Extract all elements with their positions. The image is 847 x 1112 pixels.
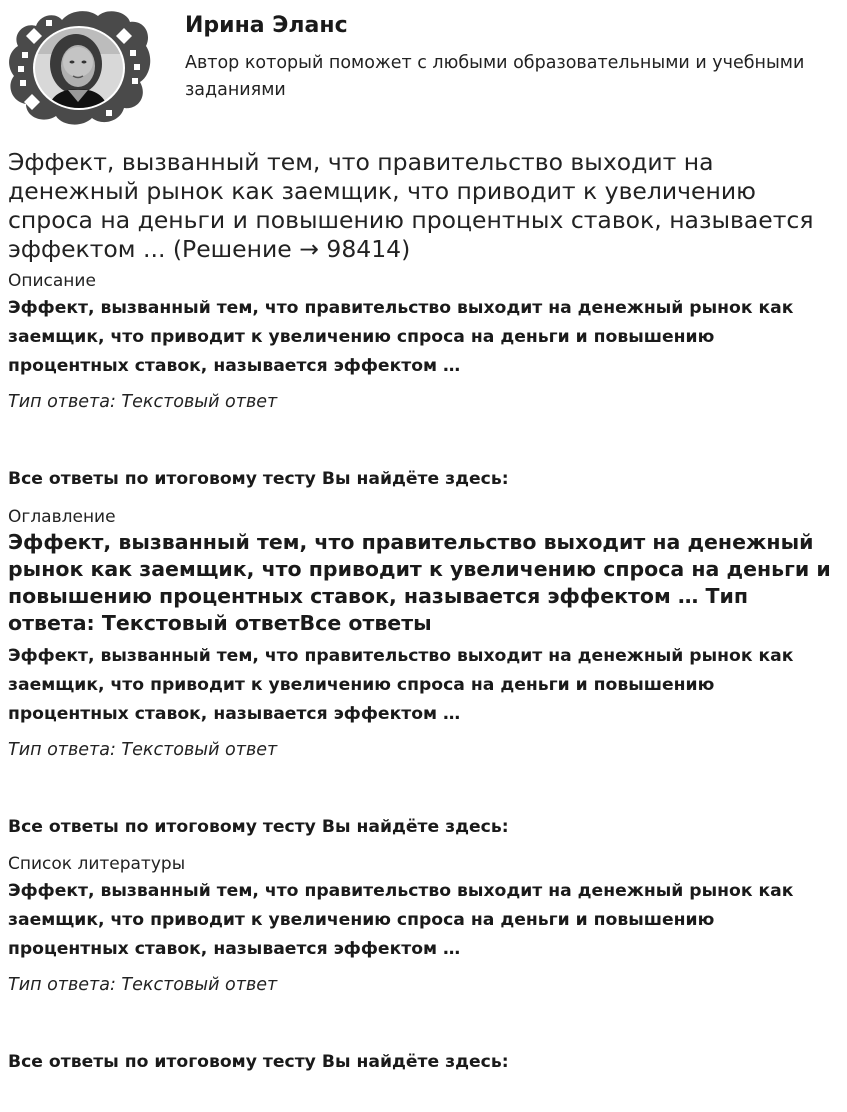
references-body: Эффект, вызванный тем, что правительство выходит на денежный рынок как заемщик, что приводит к увеличению спроса на деньги и повышению процентных ставок, называется эффектом … — [8, 881, 794, 959]
description-all-answers-link[interactable]: Все ответы по итоговому тесту Вы найдёте здесь: — [8, 469, 509, 489]
section-label-toc: Оглавление — [8, 507, 116, 527]
description-answer-type: Тип ответа: Текстовый ответ — [8, 392, 278, 412]
author-header — [0, 0, 847, 130]
avatar — [6, 6, 152, 128]
references-answer-type: Тип ответа: Текстовый ответ — [8, 975, 278, 995]
section-label-description: Описание — [8, 271, 96, 291]
toc-all-answers-link[interactable]: Все ответы по итоговому тесту Вы найдёте здесь: — [8, 817, 509, 837]
main-content — [8, 148, 840, 1073]
description-body: Эффект, вызванный тем, что правительство выходит на денежный рынок как заемщик, что приводит к увеличению спроса на деньги и повышению процентных ставок, называется эффектом … — [8, 298, 794, 376]
toc-answer-type: Тип ответа: Текстовый ответ — [8, 740, 278, 760]
page-title: Эффект, вызванный тем, что правительство выходит на денежный рынок как заемщик, что приводит к увеличению спроса на деньги и повышению процентных ставок, называется эффектом ... (Решение → 98414) — [8, 148, 814, 263]
author-photo-icon — [6, 6, 152, 128]
toc-body: Эффект, вызванный тем, что правительство выходит на денежный рынок как заемщик, что приводит к увеличению спроса на деньги и повышению процентных ставок, называется эффектом … — [8, 646, 794, 724]
author-name: Ирина Эланс — [185, 13, 348, 38]
references-all-answers-link[interactable]: Все ответы по итоговому тесту Вы найдёте здесь: — [8, 1052, 509, 1072]
toc-title: Эффект, вызванный тем, что правительство выходит на денежный рынок как заемщик, что приводит к увеличению спроса на деньги и повышению процентных ставок, называется эффектом … Тип ответа: Текстовый ответВсе ответы — [8, 530, 831, 635]
section-label-references: Список литературы — [8, 854, 186, 874]
author-description: Автор который поможет с любыми образовательными и учебными заданиями — [185, 53, 805, 100]
